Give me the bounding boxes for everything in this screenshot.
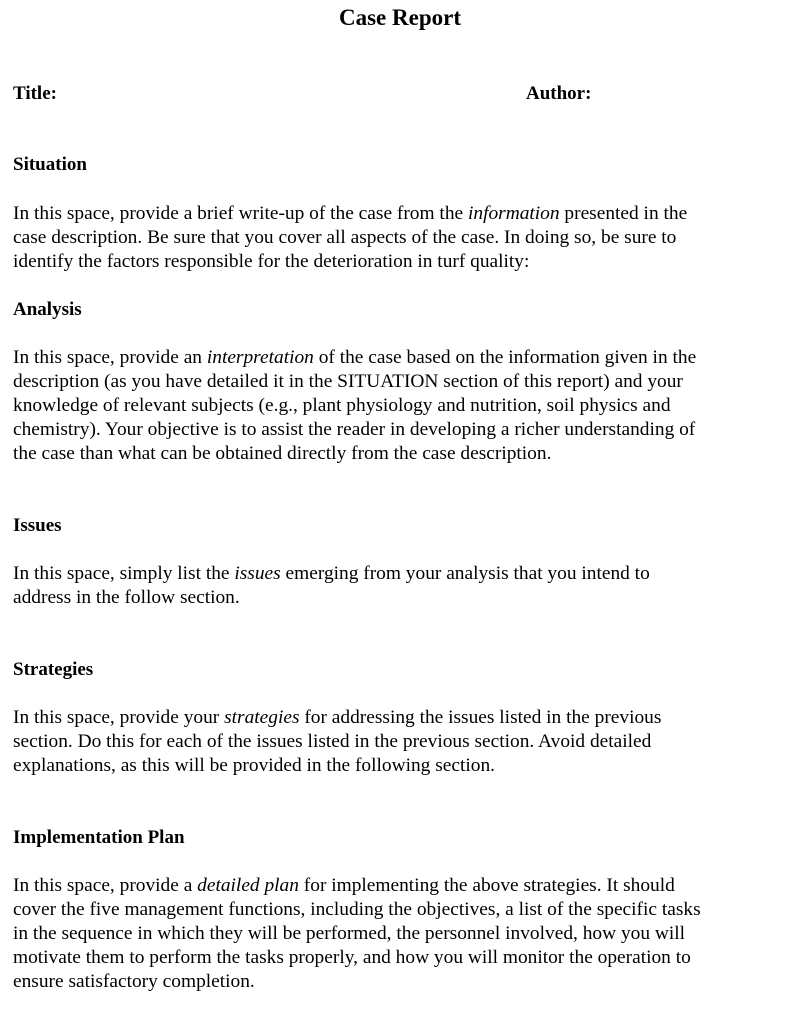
text-run: emerging from your analysis that you intend to	[280, 563, 650, 584]
page-title: Case Report	[339, 5, 461, 30]
section-body-situation	[13, 202, 798, 274]
text-run: knowledge of relevant subjects (e.g., plant physiology and nutrition, soil physics and	[13, 395, 671, 416]
paragraph-line	[13, 706, 798, 730]
text-run: chemistry). Your objective is to assist the reader in developing a richer understanding of	[13, 419, 696, 440]
author-label: Author:	[526, 83, 592, 104]
paragraph-line	[13, 346, 798, 370]
text-run: for addressing the issues listed in the previous	[299, 707, 662, 728]
section-heading-analysis: Analysis	[13, 299, 82, 320]
text-run: address in the follow section.	[13, 587, 240, 608]
emphasized-text: interpretation	[206, 347, 314, 368]
text-run: of the case based on the information given in the	[313, 347, 697, 368]
paragraph-line	[13, 970, 798, 994]
paragraph-line	[13, 250, 798, 274]
text-run: motivate them to perform the tasks properly, and how you will monitor the operation to	[13, 947, 691, 968]
paragraph-line	[13, 754, 798, 778]
section-body-analysis	[13, 346, 798, 466]
paragraph-line	[13, 946, 798, 970]
text-run: In this space, provide an	[13, 347, 207, 368]
text-run: cover the five management functions, including the objectives, a list of the specific tasks	[13, 899, 701, 920]
text-run: In this space, provide a brief write-up of the case from the	[13, 203, 468, 224]
section-heading-implementation-plan: Implementation Plan	[13, 827, 185, 848]
text-run: In this space, simply list the	[13, 563, 235, 584]
paragraph-line	[13, 562, 798, 586]
text-run: section. Do this for each of the issues listed in the previous section. Avoid detailed	[13, 731, 652, 752]
text-run: description (as you have detailed it in the SITUATION section of this report) and your	[13, 371, 683, 392]
paragraph-line	[13, 394, 798, 418]
paragraph-line	[13, 730, 798, 754]
paragraph-line	[13, 370, 798, 394]
paragraph-line	[13, 442, 798, 466]
emphasized-text: detailed plan	[197, 875, 299, 896]
emphasized-text: strategies	[224, 707, 300, 728]
text-run: ensure satisfactory completion.	[13, 971, 255, 992]
text-run: identify the factors responsible for the deterioration in turf quality:	[13, 251, 530, 272]
emphasized-text: information	[467, 203, 560, 224]
text-run: case description. Be sure that you cover all aspects of the case. In doing so, be sure to	[13, 227, 677, 248]
section-body-strategies	[13, 706, 798, 778]
paragraph-line	[13, 898, 798, 922]
paragraph-line	[13, 418, 798, 442]
text-run: the case than what can be obtained directly from the case description.	[13, 443, 552, 464]
text-run: in the sequence in which they will be performed, the personnel involved, how you will	[13, 923, 686, 944]
text-run: In this space, provide your	[13, 707, 225, 728]
section-heading-issues: Issues	[13, 515, 62, 536]
section-body-issues	[13, 562, 798, 610]
title-label: Title:	[13, 83, 57, 104]
paragraph-line	[13, 874, 798, 898]
emphasized-text: issues	[234, 563, 281, 584]
paragraph-line	[13, 226, 798, 250]
paragraph-line	[13, 922, 798, 946]
section-heading-situation: Situation	[13, 154, 87, 175]
paragraph-line	[13, 586, 798, 610]
section-body-implementation-plan	[13, 874, 798, 994]
text-run: presented in the	[559, 203, 688, 224]
text-run: for implementing the above strategies. It should	[298, 875, 675, 896]
text-run: In this space, provide a	[13, 875, 198, 896]
paragraph-line	[13, 202, 798, 226]
section-heading-strategies: Strategies	[13, 659, 94, 680]
text-run: explanations, as this will be provided in the following section.	[13, 755, 495, 776]
